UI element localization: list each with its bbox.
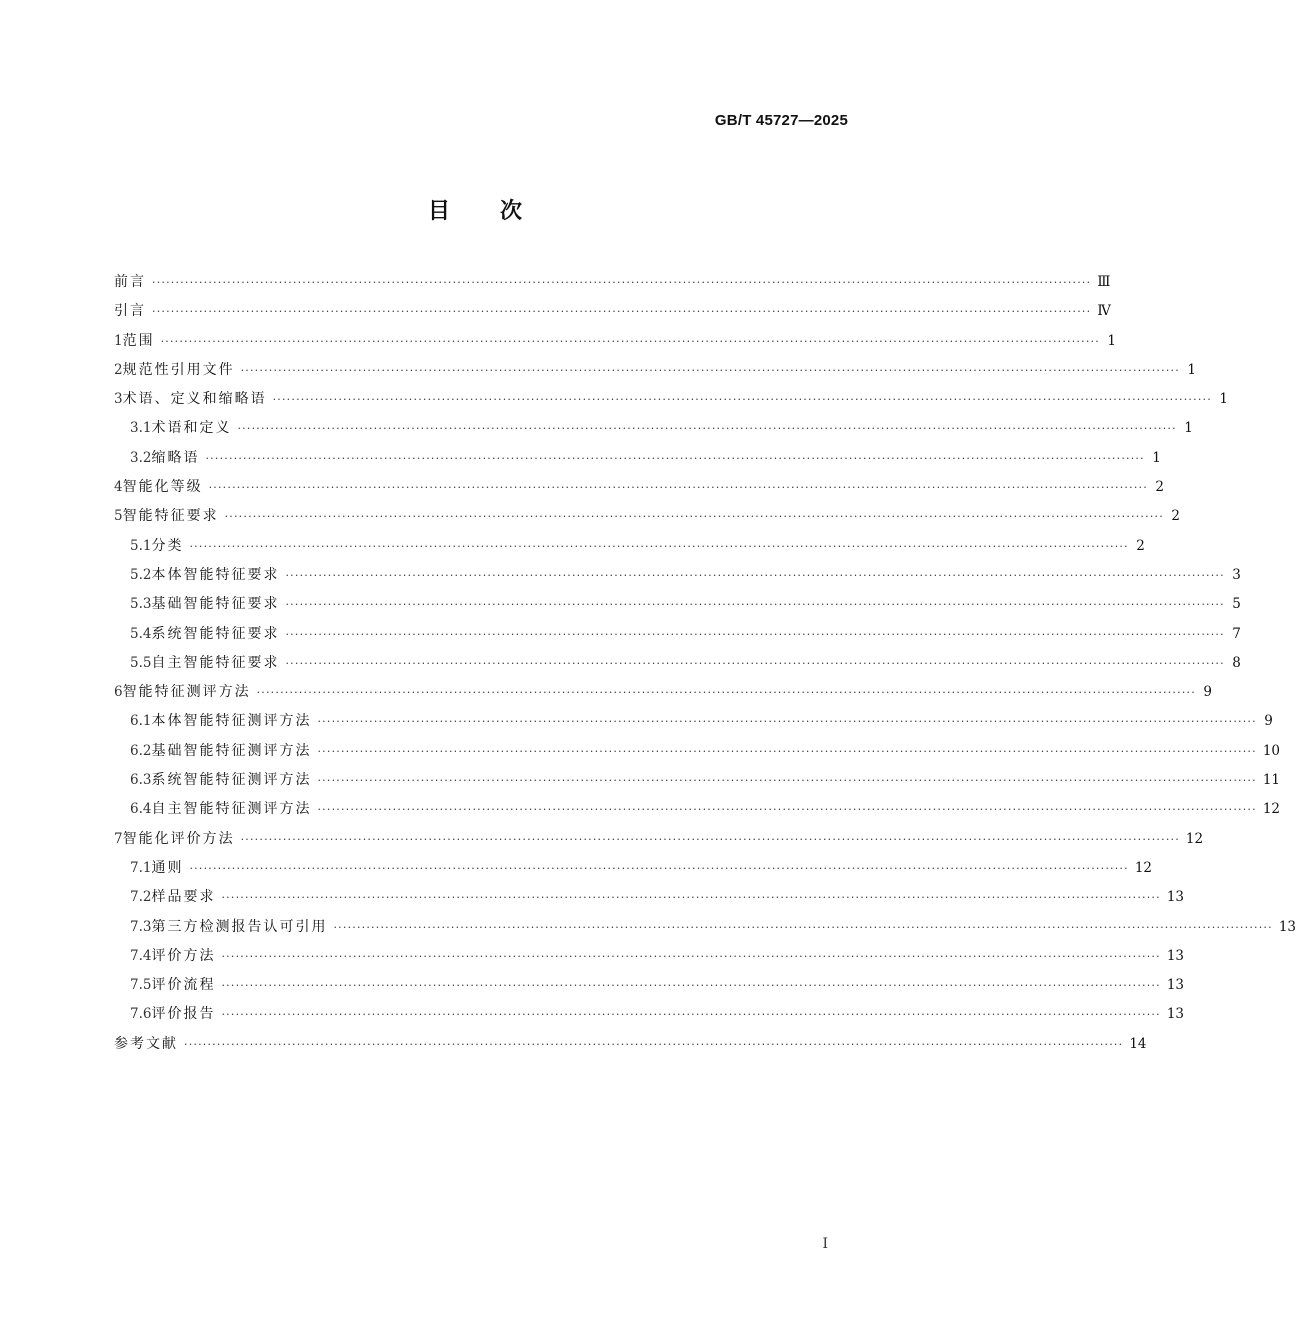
toc-entry[interactable]: [114, 795, 1280, 824]
toc-entry[interactable]: [114, 854, 1152, 883]
toc-entry-number: 6.2: [130, 742, 152, 759]
toc-entry-number: 5.1: [130, 537, 152, 554]
toc-leader-dots: ········································································································································································································: [152, 276, 1092, 289]
toc-leader-dots: ········································································································································································································: [240, 832, 1180, 846]
toc-leader-dots: ········································································································································································································: [317, 715, 1257, 729]
toc-entry-number: 7.5: [130, 977, 152, 994]
toc-entry-label: 样品要求: [151, 889, 216, 906]
toc-entry-page: 1: [1152, 449, 1161, 466]
toc-entry-page: 5: [1232, 596, 1241, 613]
toc-entry[interactable]: [114, 707, 1273, 736]
standard-number: GB/T 45727—2025: [714, 112, 848, 129]
toc-entry-page: 12: [1185, 830, 1204, 847]
toc-entry-label: 第三方检测报告认可引用: [151, 918, 328, 935]
toc-entry-label: 引言: [114, 303, 146, 320]
toc-entry-number: 6: [114, 684, 123, 701]
toc-leader-dots: ········································································································································································································: [221, 949, 1161, 963]
toc-leader-dots: ········································································································································································································: [208, 481, 1148, 495]
toc-entry-page: 9: [1264, 713, 1273, 730]
toc-entry-label: 本体智能特征要求: [151, 566, 280, 583]
toc-entry-page: 2: [1136, 537, 1145, 554]
toc-entry-number: 6.4: [130, 801, 152, 818]
toc-entry-label: 智能特征要求: [122, 508, 219, 525]
toc-entry-page: 3: [1232, 566, 1241, 583]
toc-entry-number: 7.6: [130, 1006, 152, 1023]
toc-entry[interactable]: [114, 590, 1241, 619]
toc-entry-number: 5.3: [130, 596, 152, 613]
toc-entry-number: 5.4: [130, 625, 152, 642]
toc-entry[interactable]: [114, 385, 1228, 414]
toc-entry-number: 7.2: [130, 889, 152, 906]
toc-entry[interactable]: [114, 766, 1280, 795]
toc-entry-label: 术语和定义: [151, 420, 232, 437]
toc-leader-dots: ········································································································································································································: [317, 803, 1257, 817]
toc-entry[interactable]: [114, 444, 1161, 473]
toc-entry-number: 7.4: [130, 947, 152, 964]
toc-leader-dots: ········································································································································································································: [240, 363, 1180, 377]
toc-entry-label: 前言: [114, 274, 146, 290]
toc-entry-number: 7.1: [130, 859, 152, 876]
toc-entry[interactable]: [114, 620, 1241, 649]
toc-entry-page: 1: [1107, 332, 1116, 349]
table-of-contents: [114, 268, 1296, 1059]
toc-entry[interactable]: [114, 532, 1145, 561]
toc-entry-label: 评价方法: [151, 947, 216, 964]
toc-entry-page: 13: [1278, 918, 1296, 935]
toc-entry-page: 13: [1166, 947, 1184, 964]
toc-entry-number: 3.1: [130, 420, 152, 437]
toc-entry-label: 系统智能特征测评方法: [151, 772, 312, 789]
toc-entry-page: 2: [1171, 508, 1180, 525]
toc-leader-dots: ········································································································································································································: [189, 539, 1129, 553]
toc-leader-dots: ········································································································································································································: [317, 744, 1257, 758]
toc-entry-page: 13: [1166, 889, 1184, 906]
toc-entry-page: 1: [1187, 361, 1196, 378]
toc-entry[interactable]: [114, 473, 1164, 502]
toc-entry-page: Ⅲ: [1097, 274, 1111, 290]
toc-leader-dots: ········································································································································································································: [224, 510, 1164, 524]
toc-entry-label: 评价流程: [151, 977, 216, 994]
toc-entry-label: 分类: [151, 537, 184, 554]
toc-entry-page: 1: [1184, 420, 1193, 437]
toc-entry-label: 智能特征测评方法: [122, 684, 251, 701]
toc-entry-number: 4: [114, 479, 123, 496]
toc-leader-dots: ········································································································································································································: [285, 627, 1225, 641]
page-number: I: [822, 1236, 828, 1252]
toc-entry-page: 7: [1232, 625, 1241, 642]
toc-entry-number: 7: [114, 830, 123, 847]
toc-entry[interactable]: [114, 942, 1184, 971]
toc-entry[interactable]: [114, 297, 1111, 326]
toc-entry-page: 13: [1166, 1006, 1184, 1023]
toc-entry-label: 缩略语: [151, 449, 200, 466]
toc-entry-label: 自主智能特征要求: [151, 654, 280, 671]
toc-leader-dots: ········································································································································································································: [221, 979, 1161, 993]
toc-entry-number: 5.2: [130, 566, 152, 583]
page-title: 目次: [427, 199, 572, 224]
toc-leader-dots: ········································································································································································································: [189, 861, 1129, 875]
toc-entry-label: 自主智能特征测评方法: [151, 801, 312, 818]
toc-entry[interactable]: [114, 1000, 1184, 1029]
toc-entry-label: 智能化评价方法: [122, 830, 235, 847]
toc-entry-page: 10: [1262, 742, 1280, 759]
toc-entry-number: 5: [114, 508, 123, 525]
toc-entry[interactable]: [114, 825, 1204, 854]
toc-leader-dots: ········································································································································································································: [333, 920, 1273, 934]
toc-entry-page: 2: [1155, 479, 1164, 496]
toc-entry-number: 6.3: [130, 772, 152, 789]
toc-entry-label: 参考文献: [114, 1035, 178, 1052]
toc-entry-label: 基础智能特征测评方法: [151, 742, 312, 759]
toc-entry-label: 本体智能特征测评方法: [151, 713, 312, 730]
toc-leader-dots: ········································································································································································································: [205, 451, 1145, 465]
toc-entry-number: 7.3: [130, 918, 152, 935]
toc-entry[interactable]: [114, 502, 1180, 531]
toc-entry-number: 6.1: [130, 713, 152, 730]
toc-leader-dots: ········································································································································································································: [256, 686, 1196, 700]
toc-leader-dots: ········································································································································································································: [317, 774, 1257, 788]
toc-entry[interactable]: [114, 414, 1193, 443]
toc-entry-number: 3.2: [130, 449, 152, 466]
toc-entry-page: 8: [1232, 654, 1241, 671]
toc-leader-dots: ········································································································································································································: [184, 1037, 1124, 1051]
toc-entry-page: 12: [1134, 859, 1152, 876]
toc-leader-dots: ········································································································································································································: [221, 891, 1161, 905]
toc-entry[interactable]: [114, 971, 1184, 1000]
toc-entry-page: 12: [1262, 801, 1280, 818]
toc-entry[interactable]: [114, 561, 1241, 590]
toc-entry-page: 13: [1166, 977, 1184, 994]
toc-leader-dots: ········································································································································································································: [221, 1008, 1161, 1022]
toc-entry-label: 通则: [151, 859, 184, 876]
toc-entry[interactable]: [114, 913, 1296, 942]
toc-entry-label: 智能化等级: [122, 479, 203, 496]
toc-leader-dots: ········································································································································································································: [272, 393, 1212, 407]
toc-entry-page: 14: [1129, 1035, 1147, 1052]
toc-entry-page: 11: [1262, 772, 1280, 789]
toc-entry[interactable]: [114, 649, 1241, 678]
toc-entry[interactable]: [114, 1030, 1147, 1059]
toc-entry-label: 术语、定义和缩略语: [122, 391, 267, 408]
toc-entry-label: 规范性引用文件: [122, 361, 235, 378]
toc-leader-dots: ········································································································································································································: [152, 305, 1092, 319]
toc-entry-label: 系统智能特征要求: [151, 625, 280, 642]
toc-entry-page: 9: [1203, 684, 1212, 701]
toc-leader-dots: ········································································································································································································: [285, 568, 1225, 582]
toc-entry-label: 基础智能特征要求: [151, 596, 280, 613]
toc-leader-dots: ········································································································································································································: [237, 422, 1177, 436]
toc-leader-dots: ········································································································································································································: [285, 598, 1225, 612]
toc-leader-dots: ········································································································································································································: [285, 656, 1225, 670]
toc-entry-number: 5.5: [130, 654, 152, 671]
toc-entry-page: 1: [1219, 391, 1228, 408]
toc-entry-number: 1: [114, 332, 123, 349]
toc-entry-number: 2: [114, 361, 123, 378]
toc-entry-label: 范围: [122, 332, 155, 349]
toc-entry[interactable]: [114, 327, 1116, 356]
toc-entry[interactable]: [114, 883, 1184, 912]
toc-entry-page: Ⅳ: [1097, 303, 1111, 320]
toc-entry[interactable]: [114, 678, 1212, 707]
toc-entry-label: 评价报告: [151, 1006, 216, 1023]
toc-entry[interactable]: [114, 356, 1196, 385]
toc-entry[interactable]: [114, 737, 1280, 766]
toc-entry[interactable]: [114, 268, 1111, 297]
toc-leader-dots: ········································································································································································································: [160, 334, 1100, 348]
toc-entry-number: 3: [114, 391, 123, 408]
